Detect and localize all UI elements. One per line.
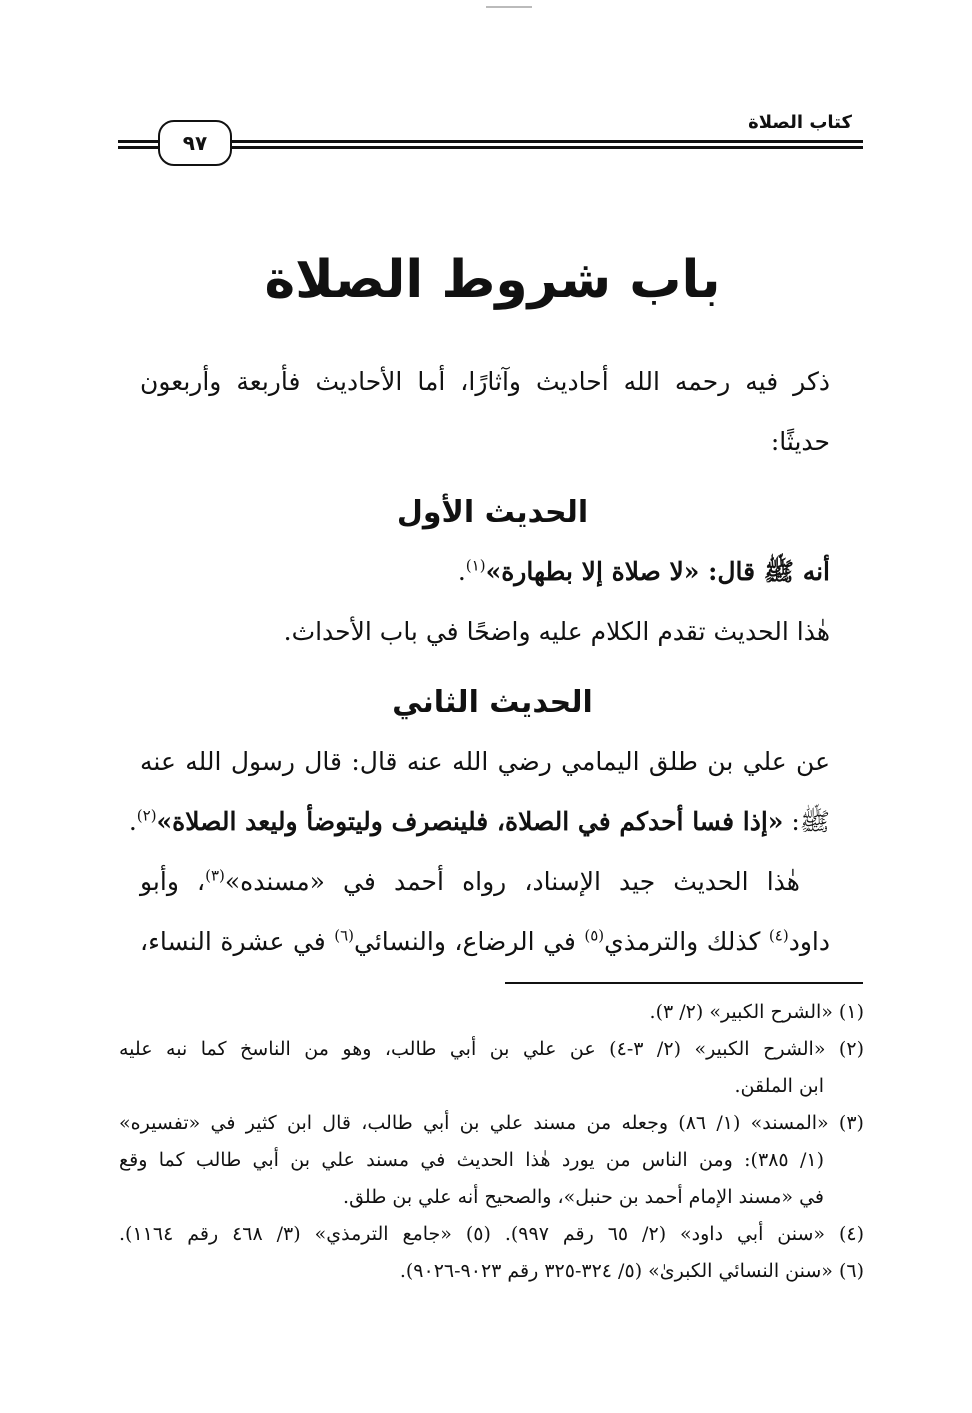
footnote-ref-4: (٤) xyxy=(768,926,789,945)
page-number-text: ٩٧ xyxy=(182,131,208,155)
hadith-2-line-4b: كذلك والترمذي xyxy=(604,927,769,956)
intro-line-1: ذكر فيه رحمه الله أحاديث وآثارًا، أما الأحاديث فأربعة وأربعون xyxy=(140,367,830,396)
hadith-1-line-1 xyxy=(140,542,830,602)
hadith-2-line-3a: هٰذا الحديث جيد الإسناد، رواه أحمد في «مسنده» xyxy=(224,867,800,896)
footnote-2-line-1: (٢) «الشرح الكبير» (٢/ ٣-٤) عن علي بن أبي طالب، وهو من الناسخ كما نبه عليه xyxy=(119,1038,864,1060)
hadith-2-line-4 xyxy=(140,912,830,972)
hadith-2-prefix: ﷺ: xyxy=(783,807,830,836)
hadith-2-heading: الحديث الثاني xyxy=(392,685,593,720)
hadith-2-line-1: عن علي بن طلق اليمامي رضي الله عنه قال: قال رسول الله عنه xyxy=(140,747,830,776)
chapter-title: باب شروط الصلاة xyxy=(264,250,721,310)
hadith-2-line-2 xyxy=(128,792,830,852)
hadith-1-end: . xyxy=(457,557,466,586)
footnote-2-line-2: ابن الملقن. xyxy=(734,1075,824,1097)
hadith-1-text xyxy=(140,542,830,662)
footnote-3-line-3: في «مسند الإمام أحمد بن حنبل»، والصحيح أنه علي بن طلق. xyxy=(343,1186,824,1208)
hadith-1-heading: الحديث الأول xyxy=(396,495,589,530)
hadith-2-line-3b: ، وأبو xyxy=(140,867,206,896)
footnote-3-line-1: (٣) «المسند» (١/ ٨٦) وجعله من مسند علي بن أبي طالب، قال ابن كثير في «تفسيره» xyxy=(119,1112,864,1134)
footnote-ref-3: (٣) xyxy=(205,866,225,885)
hadith-2-line-4c: في الرضاع، والنسائي xyxy=(354,927,585,956)
footnotes xyxy=(119,994,864,1290)
hadith-2-line-3 xyxy=(140,852,830,912)
intro-paragraph xyxy=(140,352,830,472)
running-title: كتاب الصلاة xyxy=(748,112,852,133)
hadith-2-text xyxy=(128,732,830,972)
hadith-2-end: . xyxy=(128,807,137,836)
footnote-1: (١) «الشرح الكبير» (٢/ ٣). xyxy=(649,1001,864,1023)
hadith-1-line-2: هٰذا الحديث تقدم الكلام عليه واضحًا في باب الأحداث. xyxy=(283,617,830,646)
footnote-separator xyxy=(505,982,863,984)
hadith-2-line-4d: في عشرة النساء، xyxy=(140,927,335,956)
footnote-4-5: (٤) «سنن أبي داود» (٢/ ٦٥ رقم ٩٩٧). (٥) «جامع الترمذي» (٣/ ٤٦٨ رقم ١١٦٤). xyxy=(119,1223,865,1245)
page-number xyxy=(158,120,232,166)
footnote-ref-6: (٦) xyxy=(334,926,355,945)
hadith-1-quote: أنه ﷺ قال: «لا صلاة إلا بطهارة» xyxy=(485,557,830,586)
hadith-2-line-4a: داود xyxy=(788,927,830,956)
hadith-2-quote: «إذا فسا أحدكم في الصلاة، فلينصرف وليتوضأ وليعد الصلاة» xyxy=(156,807,784,836)
intro-line-2: حديثًا: xyxy=(770,427,830,456)
top-edge-rule xyxy=(486,6,532,8)
footnote-3-line-2: (١/ ٣٨٥): ومن الناس من يورد هٰذا الحديث في مسند علي بن أبي طالب كما وقع xyxy=(119,1149,824,1171)
footnote-ref-1: (١) xyxy=(465,556,486,575)
footnote-ref-5: (٥) xyxy=(584,926,605,945)
footnote-ref-2: (٢) xyxy=(136,806,157,825)
footnote-6: (٦) «سنن النسائي الكبرىٰ» (٥/ ٣٢٤-٣٢٥ رقم ٩٠٢٣-٩٠٢٦). xyxy=(399,1260,864,1282)
